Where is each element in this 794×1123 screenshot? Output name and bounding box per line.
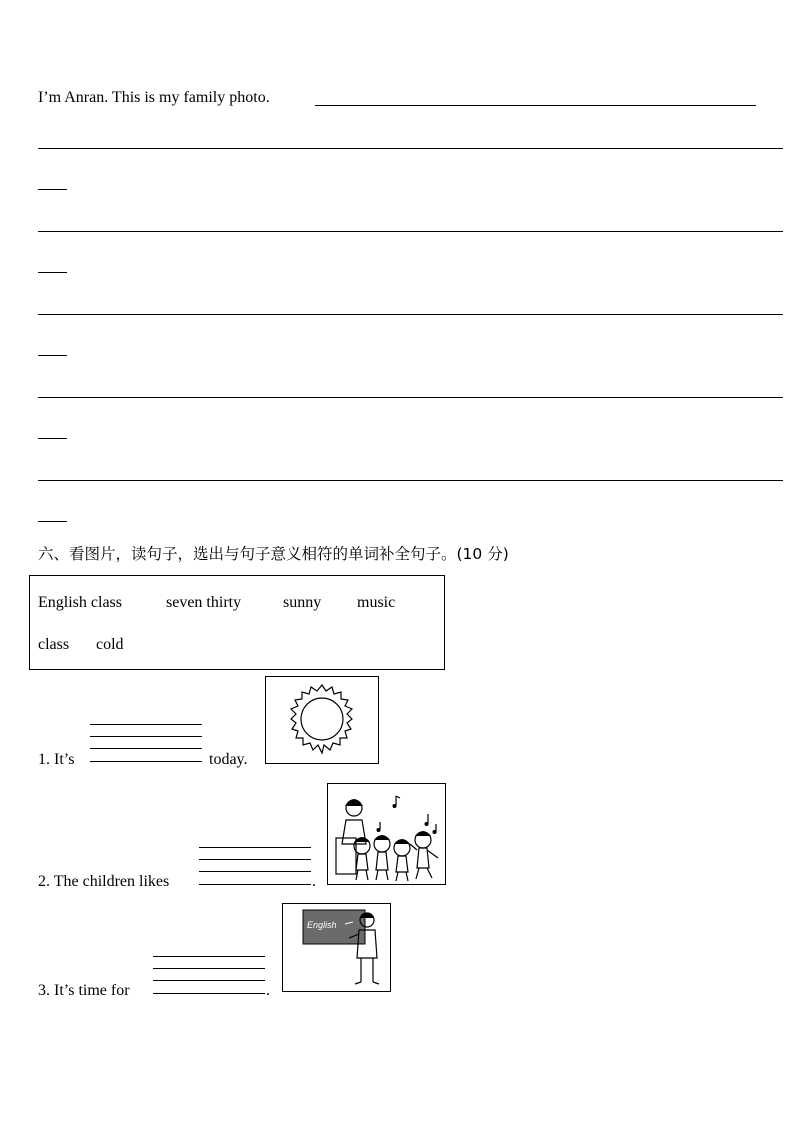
q2-text-before: 2. The children likes <box>38 873 170 890</box>
answer-line <box>90 748 202 749</box>
q2-picture <box>327 783 446 885</box>
q2-text-after: . <box>312 873 316 890</box>
writing-line-end <box>38 272 67 273</box>
writing-line[interactable] <box>38 231 783 232</box>
word-bank-class: class <box>38 636 70 653</box>
word-bank-english-class: English class <box>38 594 122 611</box>
answer-line <box>199 871 311 872</box>
word-bank-music: music <box>357 594 396 611</box>
answer-line <box>153 968 265 969</box>
writing-line[interactable] <box>38 148 783 149</box>
writing-intro: I’m Anran. This is my family photo. <box>38 89 270 106</box>
q3-text-after: . <box>266 982 270 999</box>
writing-line-end <box>38 521 67 522</box>
q3-text-before: 3. It’s time for <box>38 982 130 999</box>
section6-title: 六、看图片，读句子，选出与句子意义相符的单词补全句子。(10 分) <box>38 545 509 563</box>
q2-answer-blank[interactable] <box>199 884 311 885</box>
answer-line <box>90 724 202 725</box>
writing-line-end <box>38 189 67 190</box>
writing-line-end <box>38 438 67 439</box>
sun-icon <box>266 677 378 763</box>
word-bank-box <box>29 575 445 670</box>
q3-answer-blank[interactable] <box>153 993 265 994</box>
q3-picture <box>282 903 391 992</box>
answer-line <box>199 859 311 860</box>
teacher-blackboard-icon <box>283 904 390 991</box>
word-bank-seven-thirty: seven thirty <box>166 594 242 611</box>
word-bank-sunny: sunny <box>283 594 322 611</box>
writing-line-end <box>38 355 67 356</box>
writing-line[interactable] <box>38 480 783 481</box>
q1-text-after: today. <box>209 751 248 768</box>
q1-picture <box>265 676 379 764</box>
blackboard-text: English <box>307 920 337 930</box>
word-bank-cold: cold <box>96 636 124 653</box>
children-singing-icon <box>328 784 445 884</box>
answer-line <box>153 980 265 981</box>
answer-line <box>199 847 311 848</box>
answer-line <box>153 956 265 957</box>
writing-line[interactable] <box>38 314 783 315</box>
q1-answer-blank[interactable] <box>90 761 202 762</box>
q1-text-before: 1. It’s <box>38 751 75 768</box>
writing-line-first[interactable] <box>315 105 756 106</box>
writing-line[interactable] <box>38 397 783 398</box>
answer-line <box>90 736 202 737</box>
